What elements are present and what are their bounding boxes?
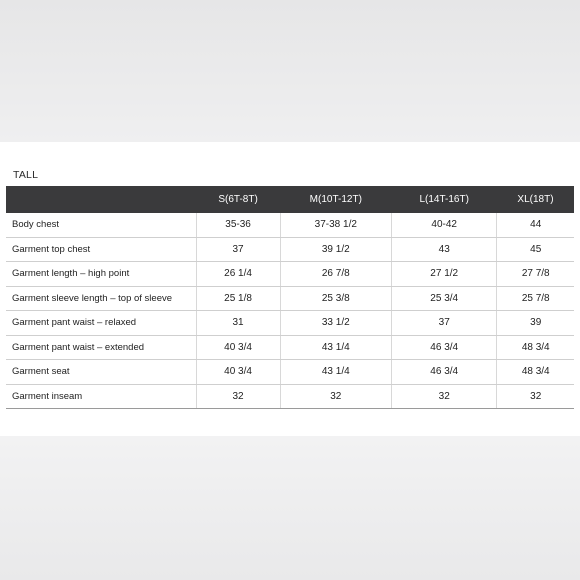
table-cell: 37 — [196, 237, 280, 262]
table-cell: 25 7/8 — [497, 286, 574, 311]
table-row — [6, 360, 574, 385]
table-cell: 46 3/4 — [391, 360, 496, 385]
table-row — [6, 335, 574, 360]
header-row — [6, 186, 574, 213]
table-cell: 37 — [391, 311, 496, 336]
table-row — [6, 262, 574, 287]
table-cell: 40-42 — [391, 213, 496, 237]
row-label: Garment top chest — [6, 237, 196, 262]
row-label: Garment inseam — [6, 384, 196, 409]
table-cell: 32 — [497, 384, 574, 409]
table-cell: 27 7/8 — [497, 262, 574, 287]
table-row — [6, 213, 574, 237]
table-cell: 25 3/8 — [280, 286, 391, 311]
row-label: Garment pant waist – extended — [6, 335, 196, 360]
table-cell: 35-36 — [196, 213, 280, 237]
row-label: Garment seat — [6, 360, 196, 385]
table-cell: 39 — [497, 311, 574, 336]
table-cell: 46 3/4 — [391, 335, 496, 360]
table-cell: 32 — [391, 384, 496, 409]
section-title: TALL — [13, 169, 39, 181]
table-cell: 32 — [196, 384, 280, 409]
row-label: Garment sleeve length – top of sleeve — [6, 286, 196, 311]
row-label: Garment length – high point — [6, 262, 196, 287]
table-body — [6, 213, 574, 409]
table-cell: 26 1/4 — [196, 262, 280, 287]
table-cell: 32 — [280, 384, 391, 409]
table-cell: 25 1/8 — [196, 286, 280, 311]
table-cell: 44 — [497, 213, 574, 237]
table-row — [6, 384, 574, 409]
column-header: L(14T-16T) — [391, 186, 496, 213]
table-cell: 39 1/2 — [280, 237, 391, 262]
table-cell: 43 1/4 — [280, 335, 391, 360]
row-label: Garment pant waist – relaxed — [6, 311, 196, 336]
table-cell: 45 — [497, 237, 574, 262]
table-cell: 25 3/4 — [391, 286, 496, 311]
table-cell: 40 3/4 — [196, 335, 280, 360]
size-chart-table — [6, 186, 574, 409]
table-cell: 31 — [196, 311, 280, 336]
table-row — [6, 286, 574, 311]
table-cell: 33 1/2 — [280, 311, 391, 336]
table-header — [6, 186, 574, 213]
column-header: M(10T-12T) — [280, 186, 391, 213]
table-cell: 43 — [391, 237, 496, 262]
column-header: XL(18T) — [497, 186, 574, 213]
table-cell: 26 7/8 — [280, 262, 391, 287]
table-cell: 48 3/4 — [497, 335, 574, 360]
bottom-background — [0, 436, 580, 580]
table-cell: 40 3/4 — [196, 360, 280, 385]
column-header: S(6T-8T) — [196, 186, 280, 213]
header-label-cell — [6, 186, 196, 213]
table-cell: 48 3/4 — [497, 360, 574, 385]
table-cell: 27 1/2 — [391, 262, 496, 287]
size-chart-card — [0, 142, 580, 436]
table-row — [6, 311, 574, 336]
table-cell: 37-38 1/2 — [280, 213, 391, 237]
table-row — [6, 237, 574, 262]
row-label: Body chest — [6, 213, 196, 237]
top-background — [0, 0, 580, 142]
table-cell: 43 1/4 — [280, 360, 391, 385]
